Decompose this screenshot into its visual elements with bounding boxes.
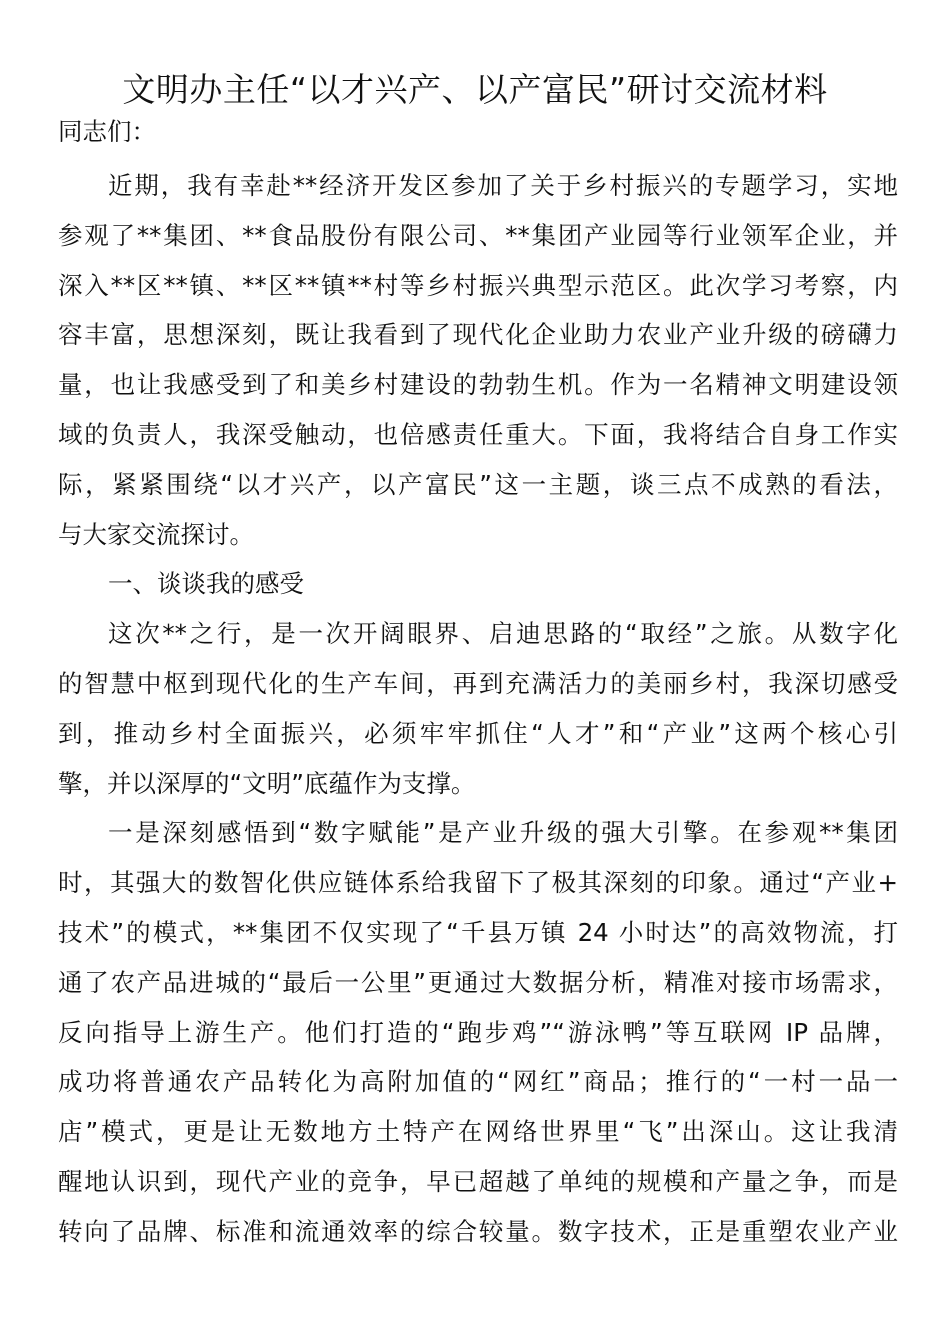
paragraph-line: 技术”的模式，**集团不仅实现了“千县万镇 24 小时达”的高效物流，打 (58, 918, 898, 947)
paragraph-line: 转向了品牌、标准和流通效率的综合较量。数字技术，正是重塑农业产业 (58, 1216, 898, 1246)
paragraph-line: 量，也让我感受到了和美乡村建设的勃勃生机。作为一名精神文明建设领 (58, 370, 898, 400)
paragraph-line: 醒地认识到，现代产业的竞争，早已超越了单纯的规模和产量之争，而是 (58, 1167, 898, 1196)
paragraph-line: 容丰富，思想深刻，既让我看到了现代化企业助力农业产业升级的磅礴力 (58, 320, 898, 350)
section-heading: 一、谈谈我的感受 (108, 569, 304, 599)
paragraph-line: 深入**区**镇、**区**镇**村等乡村振兴典型示范区。此次学习考察，内 (58, 270, 898, 300)
paragraph-line: 时，其强大的数智化供应链体系给我留下了极其深刻的印象。通过“产业+ (58, 868, 898, 898)
paragraph-line: 反向指导上游生产。他们打造的“跑步鸡”“游泳鸭”等互联网 IP 品牌， (58, 1017, 898, 1047)
paragraph-line: 这次**之行，是一次开阔眼界、启迪思路的“取经”之旅。从数字化 (108, 619, 898, 649)
paragraph-line: 擎，并以深厚的“文明”底蕴作为支撑。 (58, 768, 476, 798)
paragraph-line: 的智慧中枢到现代化的生产车间，再到充满活力的美丽乡村，我深切感受 (58, 669, 898, 698)
paragraph-line: 域的负责人，我深受触动，也倍感责任重大。下面，我将结合自身工作实 (58, 420, 898, 449)
paragraph-line: 与大家交流探讨。 (58, 519, 254, 549)
paragraph-line: 店”模式，更是让无数地方土特产在网络世界里“飞”出深山。这让我清 (58, 1117, 898, 1147)
paragraph-line: 成功将普通农产品转化为高附加值的“网红”商品；推行的“一村一品一 (58, 1067, 898, 1097)
document-title: 文明办主任“以才兴产、以产富民”研讨交流材料 (122, 70, 828, 109)
paragraph-line: 一是深刻感悟到“数字赋能”是产业升级的强大引擎。在参观**集团 (108, 818, 898, 848)
paragraph-line: 参观了**集团、**食品股份有限公司、**集团产业园等行业领军企业，并 (58, 220, 898, 250)
paragraph-line: 近期，我有幸赴**经济开发区参加了关于乡村振兴的专题学习，实地 (108, 171, 898, 200)
salutation: 同志们： (58, 117, 156, 146)
paragraph-line: 到，推动乡村全面振兴，必须牢牢抓住“人才”和“产业”这两个核心引 (58, 718, 898, 748)
paragraph-line: 通了农产品进城的“最后一公里”更通过大数据分析，精准对接市场需求， (58, 967, 898, 997)
paragraph-line: 际，紧紧围绕“以才兴产，以产富民”这一主题，谈三点不成熟的看法， (58, 469, 898, 499)
